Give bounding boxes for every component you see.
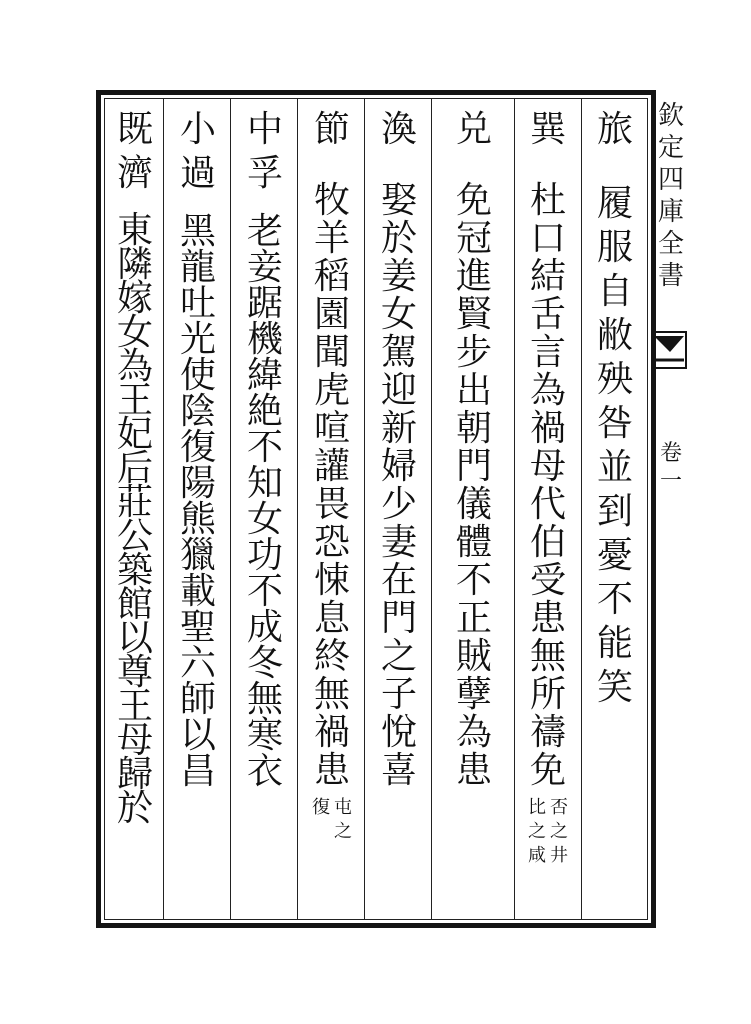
verse-text: 免冠進賢步出朝門儀體不正賊孽為患: [455, 180, 492, 791]
text-column: [519, 108, 577, 908]
column-rule: [297, 98, 298, 920]
text-column: [445, 108, 503, 908]
column-rule: [581, 98, 582, 920]
hexagram-heading: 兑: [455, 109, 492, 150]
verse-text: 東隣嫁女為王妃后莊公築館以尊王母歸於: [116, 210, 153, 829]
verse-text: 履服自敝殃咎並到憂不能笑: [596, 183, 633, 708]
annotation: [527, 796, 569, 868]
column-rule: [514, 98, 515, 920]
annotation: [311, 796, 353, 844]
annotation-right: 屯之: [334, 797, 352, 842]
text-column: [236, 108, 294, 908]
text-column: [303, 108, 361, 908]
hexagram-heading: 小過: [179, 109, 216, 194]
text-column: [586, 108, 644, 908]
text-column: [106, 108, 164, 908]
text-column: [370, 108, 428, 908]
hexagram-heading: 節: [313, 109, 350, 150]
verse-text: 娶於姜女駕迎新婦少妻在門之子悅喜: [380, 180, 417, 791]
verse-text: 牧羊稻園聞虎喧讙畏恐悚息終無禍患: [313, 180, 350, 791]
hexagram-heading: 中孚: [246, 109, 283, 194]
annotation-left: 復: [312, 797, 330, 818]
hexagram-heading: 巽: [529, 109, 566, 150]
verse-text: 杜口結舌言為禍母代伯受患無所禱免: [529, 180, 566, 791]
text-column: [169, 108, 227, 908]
verse-text: 老妾踞機緯絶不知女功不成冬無寒衣: [246, 211, 283, 792]
fish-tail-mark-icon: [650, 330, 688, 370]
annotation-right: 否之井: [550, 797, 568, 866]
column-rule: [431, 98, 432, 920]
book-title: 欽定四庫全書: [657, 101, 684, 291]
annotation-left: 比之咸: [528, 797, 546, 866]
volume-number: 卷一: [659, 441, 682, 494]
hexagram-heading: 渙: [380, 109, 417, 150]
column-rule: [230, 98, 231, 920]
verse-text: 黑龍吐光使陰復陽熊獵載聖六師以昌: [179, 211, 216, 792]
hexagram-heading: 旅: [596, 109, 633, 150]
column-rule: [364, 98, 365, 920]
hexagram-heading: 既濟: [116, 109, 153, 194]
